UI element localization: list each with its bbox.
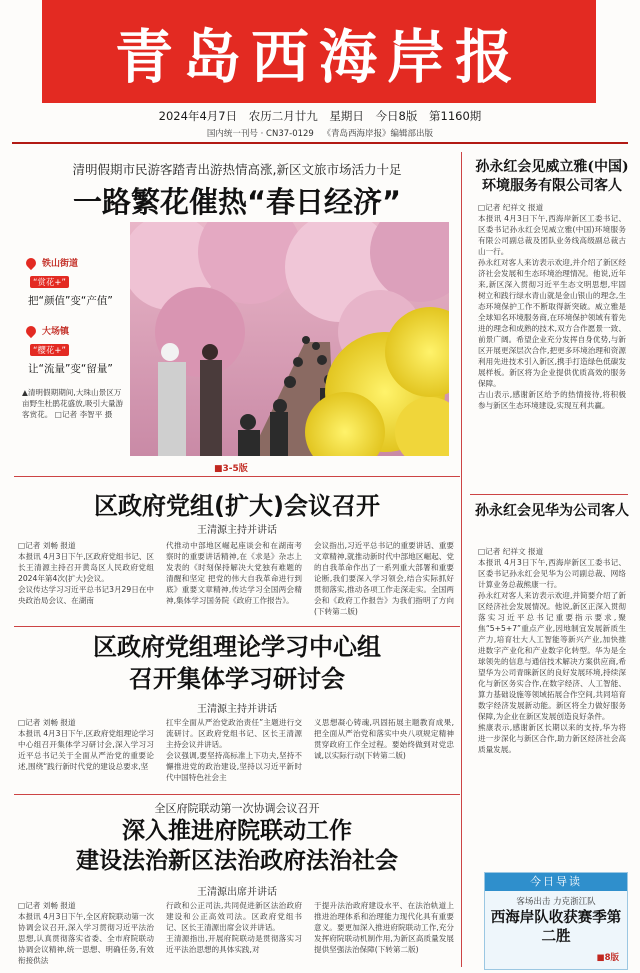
section-rule <box>470 494 628 495</box>
section-rule <box>14 626 460 627</box>
article2-headline-2: 召开集体学习研讨会 <box>129 665 345 693</box>
weekday: 星期日 <box>329 109 364 123</box>
guide-headline: 西海岸队收获赛季第二胜 <box>490 910 622 945</box>
article1-byline: 王清源主持并讲话 <box>197 525 277 536</box>
article3-column-1: □记者 刘畅 报道 本报讯 4月3日下午,全区府院联动第一次协调会议召开,深入学习贯彻习近平法治思想,认真贯彻落实省委、全市府院联动协调会议精神,统一思想、明确任务,有效衔接供法 <box>18 901 154 965</box>
section-rule <box>14 476 460 477</box>
article3-column-2: 行政和公正司法,共同促进新区法治政府建设和公正高效司法。区政府党组书记、区长王清源出席会议并讲话。 王清源指出,开展府院联动是贯彻落实习近平法治思想的具体实践,对 <box>166 901 302 954</box>
right1-body: □记者 纪祥文 报道 本报讯 4月3日下午,西海岸新区工委书记、区委书记孙永红会见威立雅(中国)环境服务有限公司副总裁及团队业务线高级副总裁古山一行。 孙永红对客人来访表示欢迎,并介绍了新区经济社会发展和生态环境治理情况。他说,近年来,新区深入贯彻习近平生态文明思想,牢固树立和践行绿水青山就是金山银山的理念,生态环境保护工作不断取得新突破。威立雅是全球知名环境服务商,在环境保护领域有着先进的理念和成熟的技术,双方合作愿景一致、前景广阔。希望企业充分发挥自身优势,与新区开展更深层次合作,把更多环境治理和资源利用先进技术引入新区,携手打造绿色低碳发展样板。新区将为企业提供优质高效的服务保障。 古山表示,感谢新区给予的热情接待,将积极参与新区生态环境建设,实现互利共赢。 <box>478 203 626 410</box>
register-line <box>0 127 640 139</box>
date: 2024年4月7日 <box>158 109 238 123</box>
article1-column-2: 代推动中部地区崛起座谈会和在湖南考察时的重要讲话精神,在《求是》杂志上发表的《时刻保持解决大党独有难题的清醒和坚定 把党的伟大自我革命进行到底》重要文章精神,传达学习全国两会精神,集体学习国务院《政府工作报告》。 <box>166 541 302 605</box>
article1-column-1: □记者 刘畅 报道 本报讯 4月3日下午,区政府党组书记、区长王清源主持召开黄岛区人民政府党组2024年第4次(扩大)会议。 会议传达学习习近平总书记3月29日在中央政治局会议、在湖南 <box>18 541 154 605</box>
lead-headline: 一路繁花催热“春日经济” <box>72 185 402 219</box>
lead-place-2: 大场镇 <box>42 327 70 337</box>
article2-byline: 王清源主持并讲话 <box>197 704 277 715</box>
lead-line-2: 让“流量”变“留量” <box>28 363 113 375</box>
right2-headline: 孙永红会见华为公司客人 <box>475 503 629 519</box>
article2-column-1: □记者 刘畅 报道 本报讯 4月3日下午,区政府党组理论学习中心组召开集体学习研讨会,深入学习习近平总书记关于全面从严治党的重要论述,围绕“践行新时代党的建设总要求,坚 <box>18 718 154 771</box>
todays-guide[interactable] <box>484 872 628 970</box>
masthead <box>42 0 596 103</box>
location-pin-icon <box>24 324 38 338</box>
page-count: 今日8版 <box>375 109 418 123</box>
article1-column-3: 会议指出,习近平总书记的重要讲话、重要文章精神,就推动新时代中部地区崛起、党的自我革命作出了一系列重大部署和重要论断,我们要深入学习领会,结合实际抓好贯彻落实,推动各项工作走深走实。全国两会和《政府工作报告》为我们指明了方向(下转第二版) <box>314 541 454 616</box>
masthead-title: 青岛西海岸报 <box>114 23 523 91</box>
lead-tag-2: “樱花+” <box>30 344 69 356</box>
article2-headline-1: 区政府党组理论学习中心组 <box>93 633 381 661</box>
article3-byline: 王清源出席并讲话 <box>197 887 277 898</box>
article3-headline-2: 建设法治新区法治政府法治社会 <box>76 848 398 874</box>
right1-headline: 孙永红会见威立雅(中国)环境服务有限公司客人 <box>475 159 629 194</box>
guide-page-ref: ■8版 <box>596 953 619 963</box>
article3-headline-1: 深入推进府院联动工作 <box>122 818 352 844</box>
photo-caption: ▲清明假期期间,大珠山景区万亩野生杜鹃花盛放,吸引大量游客赏花。 □记者 李智平 摄 <box>22 388 124 419</box>
guide-banner: 今日导读 <box>485 873 627 891</box>
lead-line-1: 把“颜值”变“产值” <box>28 295 113 307</box>
header-rule <box>12 142 628 144</box>
column-divider <box>461 152 462 967</box>
guide-kicker: 客场出击 力克浙江队 <box>516 897 596 907</box>
article3-kicker: 全区府院联动第一次协调会议召开 <box>154 802 320 815</box>
article1-headline: 区政府党组(扩大)会议召开 <box>94 492 380 520</box>
right2-body: □记者 纪祥文 报道 本报讯 4月3日下午,西海岸新区工委书记、区委书记孙永红会见华为公司副总裁、网络计算业务总裁熊康一行。 孙永红对客人来访表示欢迎,并简要介绍了新区经济社会发展情况。他说,新区正深入贯彻落实习近平总书记重要指示要求,聚焦“5+5+7”重点产业,因地制宜发展新质生产力,培育壮大人工智能等新兴产业,加快推进数字产业化和产业数字化转型。华为是全球领先的信息与通信技术解决方案供应商,希望华为公司青睐新区的良好发展环境,持续深化与新区务实合作,在数字经济、人工智能、算力基础设施等领域拓展合作空间,共同培育数字经济发展新动能。新区将全力做好服务保障,为企业在新区发展创造良好条件。 熊康表示,感谢新区长期以来的支持,华为将进一步深化与新区合作,助力新区经济社会高质量发展。 <box>478 547 626 754</box>
article3-column-3: 于提升法治政府建设水平、在法治轨道上推进治理体系和治理能力现代化具有重要意义。要更加深入推进府院联动工作,充分发挥府院联动机制作用,为新区高质量发展提供坚强法治保障(下转第二版) <box>314 901 454 954</box>
lead-page-ref: ■3-5版 <box>214 464 248 474</box>
issue-number: 第1160期 <box>429 109 482 123</box>
blossom-photo <box>130 222 449 456</box>
lead-tag-1: “赏花+” <box>30 276 69 288</box>
section-rule <box>14 794 460 795</box>
lunar-date: 农历二月廿九 <box>248 109 318 123</box>
register-code: 国内统一刊号 · CN37-0129 <box>206 129 314 139</box>
article2-column-2: 扛牢全面从严治党政治责任”主题进行交流研讨。区政府党组书记、区长王清源主持会议并讲话。 会议强调,要坚持高标准上下功夫,坚持不懈推进党的政治建设,坚持以习近平新时代中国特色社会主 <box>166 718 302 782</box>
article2-column-3: 义思想凝心铸魂,巩固拓展主题教育成果,把全面从严治党和落实中央八项规定精神贯穿政府工作全过程。要始终做到对党忠诚,以实际行动(下转第二版) <box>314 718 454 760</box>
location-pin-icon <box>24 256 38 270</box>
dateline <box>0 108 640 124</box>
lead-place-1: 铁山街道 <box>42 259 79 269</box>
lead-kicker: 清明假期市民游客踏青出游热情高涨,新区文旅市场活力十足 <box>72 162 402 177</box>
editor-line: 《青岛西海岸报》编辑部出版 <box>322 129 434 139</box>
